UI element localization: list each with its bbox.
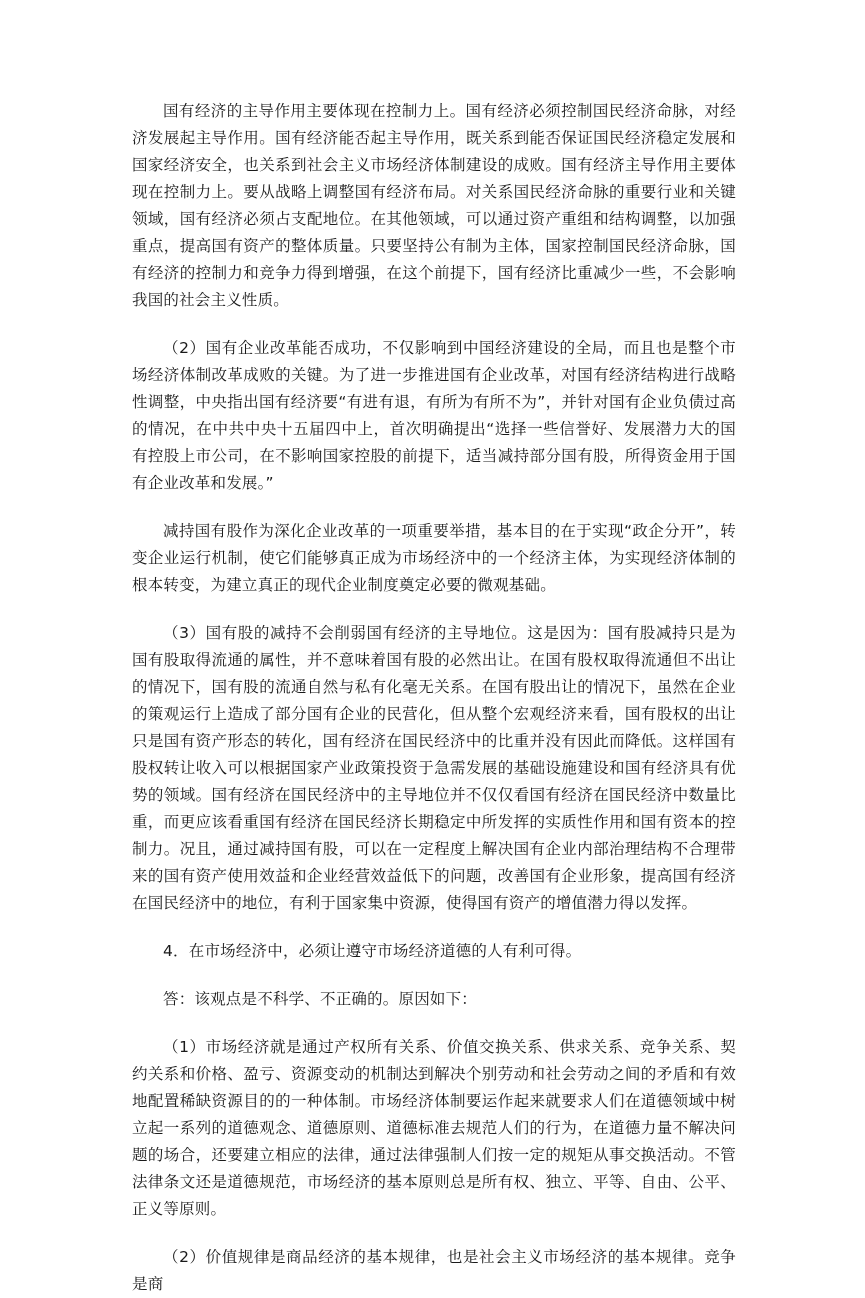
answer-intro: 答：该观点是不科学、不正确的。原因如下： (163, 990, 478, 1008)
paragraph-market-economy-definition: （1）市场经济就是通过产权所有关系、价值交换关系、供求关系、竞争关系、契约关系和价格、盈亏、资源变动的机制达到解决个别劳动和社会劳动之间的矛盾和有效地配置稀缺资源目的的一种体制。市场经济体制要运作起来就要求人们在道德领域中树立起一系列的道德观念、道德原则、道德标准去规范人们的行为，在道德力量不解决问题的场合，还要建立相应的法律，通过法律强制人们按一定的规矩从事交换活动。不管法律条文还是道德规范，市场经济的基本原则总是所有权、独立、平等、自由、公平、正义等原则。 (132, 1038, 736, 1218)
document-body (132, 98, 736, 1298)
paragraph-share-reduction-effect: （3）国有股的减持不会削弱国有经济的主导地位。这是因为：国有股减持只是为国有股取得流通的属性，并不意味着国有股的必然出让。在国有股权取得流通但不出让的情况下，国有股的流通自然与私有化毫无关系。在国有股出让的情况下，虽然在企业的策观运行上造成了部分国有企业的民营化，但从整个宏观经济来看，国有股权的出让只是国有资产形态的转化，国有经济在国民经济中的比重并没有因此而降低。这样国有股权转让收入可以根据国家产业政策投资于急需发展的基础设施建设和国有经济具有优势的领域。国有经济在国民经济中的主导地位并不仅仅看国有经济在国民经济中数量比重，而更应该看重国有经济在国民经济长期稳定中所发挥的实质性作用和国有资本的控制力。况且，通过减持国有股，可以在一定程度上解决国有企业内部治理结构不合理带来的国有资产使用效益和企业经营效益低下的问题，改善国有企业形象，提高国有经济在国民经济中的地位，有利于国家集中资源，使得国有资产的增值潜力得以发挥。 (132, 624, 736, 912)
paragraph-share-reduction-purpose: 减持国有股作为深化企业改革的一项重要举措，基本目的在于实现“政企分开”，转变企业运行机制，使它们能够真正成为市场经济中的一个经济主体，为实现经济体制的根本转变，为建立真正的现代企业制度奠定必要的微观基础。 (132, 522, 736, 594)
paragraph-value-law: （2）价值规律是商品经济的基本规律，也是社会主义市场经济的基本规律。竞争是商 (132, 1248, 736, 1293)
question-heading: 4．在市场经济中，必须让遵守市场经济道德的人有利可得。 (163, 942, 582, 960)
paragraph-soe-reform: （2）国有企业改革能否成功，不仅影响到中国经济建设的全局，而且也是整个市场经济体制改革成败的关键。为了进一步推进国有企业改革，对国有经济结构进行战略性调整，中央指出国有经济要“有进有退，有所为有所不为”，并针对国有企业负债过高的情况，在中共中央十五届四中上，首次明确提出“选择一些信誉好、发展潜力大的国有控股上市公司，在不影响国家控股的前提下，适当减持部分国有股，所得资金用于国有企业改革和发展。” (132, 339, 736, 492)
paragraph-state-economy-control: 国有经济的主导作用主要体现在控制力上。国有经济必须控制国民经济命脉，对经济发展起主导作用。国有经济能否起主导作用，既关系到能否保证国民经济稳定发展和国家经济安全，也关系到社会主义市场经济体制建设的成败。国有经济主导作用主要体现在控制力上。要从战略上调整国有经济布局。对关系国民经济命脉的重要行业和关键领域，国有经济必须占支配地位。在其他领域，可以通过资产重组和结构调整，以加强重点，提高国有资产的整体质量。只要坚持公有制为主体，国家控制国民经济命脉，国有经济的控制力和竞争力得到增强，在这个前提下，国有经济比重减少一些，不会影响我国的社会主义性质。 (132, 102, 736, 309)
